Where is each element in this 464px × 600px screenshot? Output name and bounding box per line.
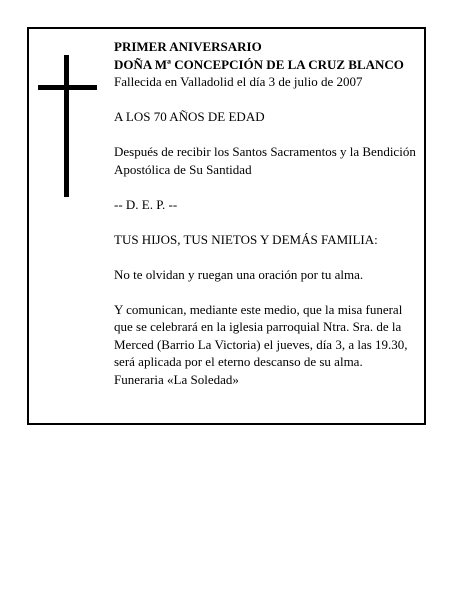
deceased-name: DOÑA Mª CONCEPCIÓN DE LA CRUZ BLANCO <box>114 56 404 72</box>
funeral-home: Funeraria «La Soledad» <box>114 371 239 387</box>
mass-paragraph: Y comunican, mediante este medio, que la misa funeral que se celebrará en la iglesia parroquial Ntra. Sra. de la Merced (Barrio La Victoria) el jueves, día 3, a las 19.30, será aplicada por el eterno descanso de su alma. <box>114 301 408 369</box>
family-line: TUS HIJOS, TUS NIETOS Y DEMÁS FAMILIA: <box>114 231 378 247</box>
obituary-text-block <box>114 38 424 388</box>
cross-horizontal-bar <box>38 85 97 90</box>
dep-line: -- D. E. P. -- <box>114 196 178 212</box>
cross-vertical-bar <box>64 55 69 197</box>
prayer-line: No te olvidan y ruegan una oración por tu alma. <box>114 266 364 282</box>
death-details: Fallecida en Valladolid el día 3 de julio de 2007 <box>114 74 363 89</box>
anniversary-heading: PRIMER ANIVERSARIO <box>114 39 262 54</box>
age-line: A LOS 70 AÑOS DE EDAD <box>114 109 265 124</box>
sacraments-paragraph: Después de recibir los Santos Sacramentos y la Bendición Apostólica de Su Santidad <box>114 144 416 177</box>
